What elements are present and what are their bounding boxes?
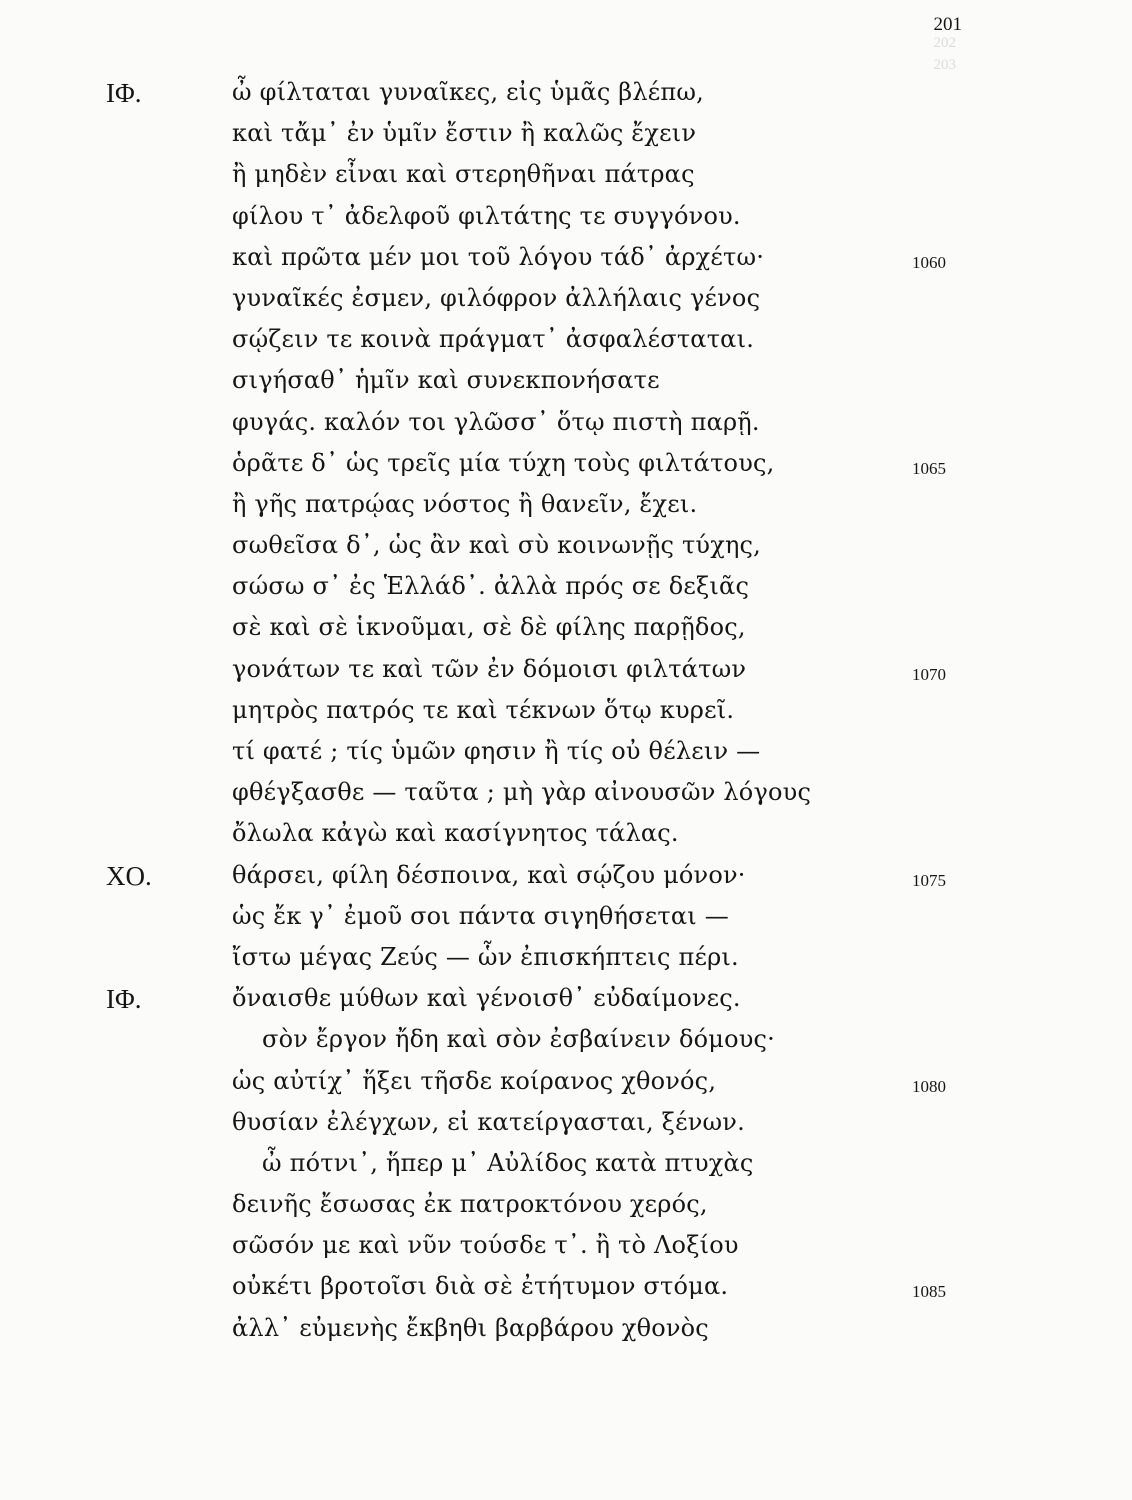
verse-line bbox=[0, 406, 1132, 447]
verse-line bbox=[0, 488, 1132, 529]
speaker-label: ΧΟ. bbox=[106, 860, 152, 891]
verse-line bbox=[0, 570, 1132, 611]
verse-text: σῶσόν με καὶ νῦν τούσδε τ᾽. ἢ τὸ Λοξίου bbox=[232, 1231, 739, 1260]
line-number: 1080 bbox=[912, 1076, 946, 1096]
verse-text: ὡς αὐτίχ᾽ ἥξει τῆσδε κοίρανος χθονός, bbox=[232, 1066, 717, 1095]
verse-line bbox=[0, 817, 1132, 858]
verse-line bbox=[0, 323, 1132, 364]
line-number: 1075 bbox=[912, 870, 946, 890]
verse-text: ὦ φίλταται γυναῖκες, εἰς ὑμᾶς βλέπω, bbox=[232, 78, 704, 106]
verse-text: ἢ γῆς πατρῴας νόστος ἢ θανεῖν, ἔχει. bbox=[232, 489, 698, 518]
verse-text: ὄλωλα κἀγὼ καὶ κασίγνητος τάλας. bbox=[232, 819, 679, 848]
verse-text: φθέγξασθε — ταῦτα ; μὴ γὰρ αἰνουσῶν λόγους bbox=[232, 778, 812, 807]
verse-line bbox=[0, 1270, 1132, 1311]
verse-text: σῴζειν τε κοινὰ πράγματ᾽ ἀσφαλέσταται. bbox=[232, 325, 755, 354]
speaker-label: ΙΦ. bbox=[106, 78, 142, 108]
verse-text: δεινῆς ἔσωσας ἐκ πατροκτόνου χερός, bbox=[232, 1190, 708, 1219]
verse-text: ἴστω μέγας Ζεύς — ὧν ἐπισκήπτεις πέρι. bbox=[232, 942, 739, 971]
verse-text: καὶ τἄμ᾽ ἐν ὑμῖν ἔστιν ἢ καλῶς ἔχειν bbox=[232, 119, 697, 148]
line-number: 1070 bbox=[912, 664, 946, 684]
verse-text: ἀλλ᾽ εὐμενὴς ἔκβηθι βαρβάρου χθονὸς bbox=[232, 1313, 709, 1342]
verse-line bbox=[0, 694, 1132, 735]
verse-line bbox=[0, 117, 1132, 158]
verse-text: καὶ πρῶτα μέν μοι τοῦ λόγου τάδ᾽ ἀρχέτω· bbox=[232, 242, 765, 271]
verse-text: ὡς ἔκ γ᾽ ἐμοῦ σοι πάντα σιγηθήσεται — bbox=[232, 901, 729, 930]
verse-text: σιγήσαθ᾽ ἡμῖν καὶ συνεκπονήσατε bbox=[232, 366, 660, 395]
verse-line bbox=[0, 1106, 1132, 1147]
verse-text: ὄναισθε μύθων καὶ γένοισθ᾽ εὐδαίμονες. bbox=[232, 984, 741, 1013]
verse-line bbox=[0, 282, 1132, 323]
verse-line bbox=[0, 447, 1132, 488]
verse-text: φυγάς. καλόν τοι γλῶσσ᾽ ὅτῳ πιστὴ παρῇ. bbox=[232, 407, 760, 436]
verse-line bbox=[0, 1188, 1132, 1229]
verse-text: γονάτων τε καὶ τῶν ἐν δόμοισι φιλτάτων bbox=[232, 654, 747, 683]
verse-line bbox=[0, 776, 1132, 817]
verse-line bbox=[0, 529, 1132, 570]
verse-text: ὦ πότνι᾽, ἥπερ μ᾽ Αὐλίδος κατὰ πτυχὰς bbox=[262, 1148, 754, 1177]
verse-text: τί φατέ ; τίς ὑμῶν φησιν ἢ τίς οὐ θέλειν — bbox=[232, 737, 761, 765]
verse-line bbox=[0, 1312, 1132, 1353]
verse-text: ὁρᾶτε δ᾽ ὡς τρεῖς μία τύχη τοὺς φιλτάτους, bbox=[232, 448, 775, 477]
line-number: 1060 bbox=[912, 252, 946, 272]
verse-text: οὐκέτι βροτοῖσι διὰ σὲ ἐτήτυμον στόμα. bbox=[232, 1272, 729, 1301]
verse-line bbox=[0, 859, 1132, 900]
bleed-through-decoration: 202 203 bbox=[933, 35, 956, 73]
verse-line bbox=[0, 1023, 1132, 1064]
verse-line bbox=[0, 241, 1132, 282]
line-number: 1085 bbox=[912, 1282, 946, 1302]
verse-line bbox=[0, 982, 1132, 1023]
verse-line bbox=[0, 1065, 1132, 1106]
verse-text: σώσω σ᾽ ἐς Ἑλλάδ᾽. ἀλλὰ πρός σε δεξιᾶς bbox=[232, 572, 750, 601]
verse-text: θάρσει, φίλη δέσποινα, καὶ σῴζου μόνον· bbox=[232, 860, 746, 889]
verse-line bbox=[0, 364, 1132, 405]
verse-line bbox=[0, 1147, 1132, 1188]
verse-line bbox=[0, 653, 1132, 694]
verse-text: σὲ καὶ σὲ ἱκνοῦμαι, σὲ δὲ φίλης παρῇδος, bbox=[232, 613, 746, 642]
verse-line bbox=[0, 611, 1132, 652]
speaker-label: ΙΦ. bbox=[106, 984, 142, 1015]
verse-line bbox=[0, 1229, 1132, 1270]
page-number: 201 bbox=[933, 14, 962, 35]
verse-text: μητρὸς πατρός τε καὶ τέκνων ὅτῳ κυρεῖ. bbox=[232, 695, 735, 724]
verse-line bbox=[0, 76, 1132, 117]
line-number: 1065 bbox=[912, 458, 946, 478]
verse-text: ἢ μηδὲν εἶναι καὶ στερηθῆναι πάτρας bbox=[232, 160, 695, 189]
verse-line bbox=[0, 900, 1132, 941]
verse-line bbox=[0, 735, 1132, 776]
verse-block bbox=[0, 76, 1132, 1353]
verse-text: σωθεῖσα δ᾽, ὡς ἂν καὶ σὺ κοινωνῇς τύχης, bbox=[232, 531, 762, 560]
verse-text: θυσίαν ἐλέγχων, εἰ κατείργασται, ξένων. bbox=[232, 1107, 745, 1136]
verse-text: γυναῖκές ἐσμεν, φιλόφρον ἀλλήλαις γένος bbox=[232, 283, 761, 312]
verse-line bbox=[0, 158, 1132, 199]
verse-text: σὸν ἔργον ἤδη καὶ σὸν ἐσβαίνειν δόμους· bbox=[262, 1025, 775, 1054]
verse-line bbox=[0, 200, 1132, 241]
verse-text: φίλου τ᾽ ἀδελφοῦ φιλτάτης τε συγγόνου. bbox=[232, 201, 741, 230]
verse-line bbox=[0, 941, 1132, 982]
